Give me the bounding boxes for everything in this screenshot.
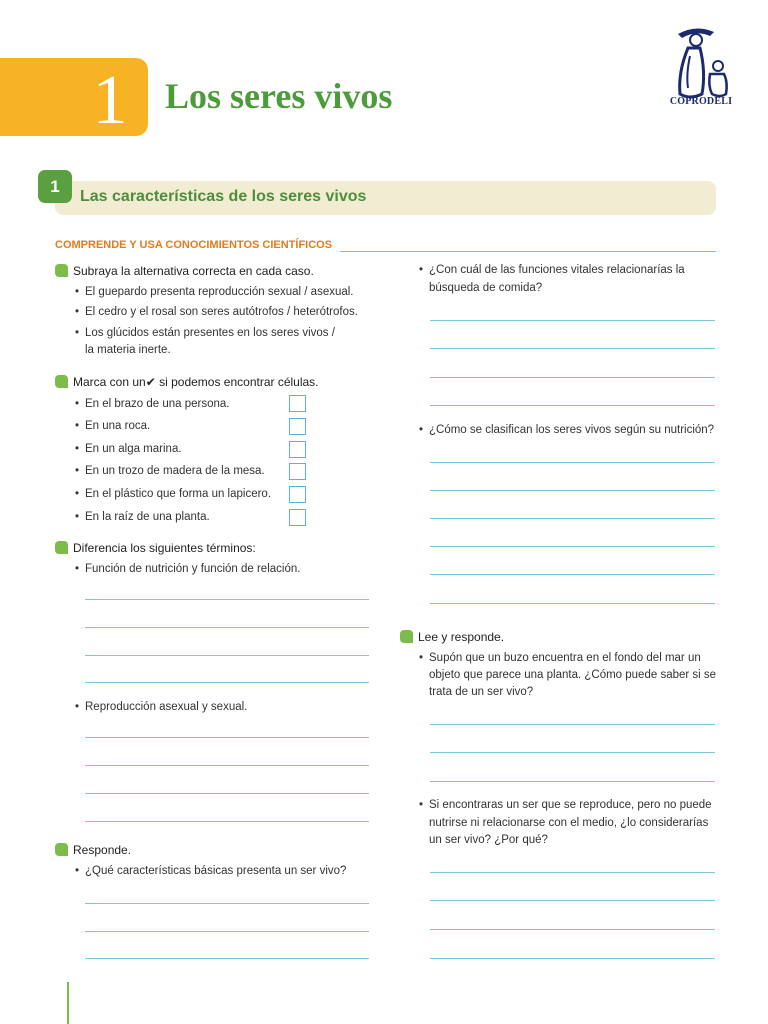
list-item: • ¿Con cuál de las funciones vitales relacionarías la (419, 264, 685, 276)
list-item: • El guepardo presenta reproducción sexual / asexual. (75, 286, 354, 298)
list-item: • Reproducción asexual y sexual. (75, 701, 248, 713)
question-bullet-icon (55, 375, 68, 388)
checkbox[interactable] (289, 509, 306, 526)
list-item-continuation: un ser vivo? ¿Por qué? (429, 834, 548, 846)
answer-line[interactable] (430, 752, 715, 753)
answer-line[interactable] (430, 320, 715, 321)
list-item: • ¿Qué características básicas presenta un ser vivo? (75, 865, 347, 877)
answer-line[interactable] (85, 903, 369, 904)
question-1-heading (55, 264, 314, 278)
answer-line[interactable] (430, 405, 715, 406)
chapter-number: 1 (92, 62, 128, 139)
answer-line[interactable] (430, 377, 715, 378)
answer-line[interactable] (430, 462, 715, 463)
answer-line[interactable] (430, 518, 715, 519)
answer-line[interactable] (430, 958, 715, 959)
list-item: • ¿Cómo se clasifican los seres vivos según su nutrición? (419, 424, 715, 436)
answer-line[interactable] (85, 793, 369, 794)
answer-line[interactable] (430, 781, 715, 782)
list-item: • En la raíz de una planta. (75, 511, 210, 523)
answer-line[interactable] (430, 929, 715, 930)
answer-line[interactable] (85, 958, 369, 959)
answer-line[interactable] (85, 599, 369, 600)
list-item-continuation: la materia inerte. (85, 344, 171, 356)
answer-line[interactable] (430, 872, 715, 873)
section-number: 1 (38, 170, 72, 203)
answer-line[interactable] (85, 627, 369, 628)
chapter-title: Los seres vivos (165, 76, 393, 116)
answer-line[interactable] (85, 737, 369, 738)
answer-line[interactable] (85, 821, 369, 822)
list-item: • En un alga marina. (75, 443, 182, 455)
checkbox[interactable] (289, 486, 306, 503)
checkbox[interactable] (289, 418, 306, 435)
answer-line[interactable] (430, 348, 715, 349)
answer-line[interactable] (430, 724, 715, 725)
list-item: • En un trozo de madera de la mesa. (75, 465, 265, 477)
list-item: • En el brazo de una persona. (75, 398, 230, 410)
list-item: • En una roca. (75, 420, 151, 432)
list-item: • Si encontraras un ser que se reproduce, pero no puede (419, 799, 712, 811)
answer-line[interactable] (85, 682, 369, 683)
list-item: • El cedro y el rosal son seres autótrofos / heterótrofos. (75, 306, 358, 318)
question-bullet-icon (55, 843, 68, 856)
logo-text: COPRODELI (669, 96, 733, 107)
answer-line[interactable] (430, 546, 715, 547)
question-bullet-icon (55, 264, 68, 277)
section-title: Las características de los seres vivos (80, 188, 367, 205)
skills-title: COMPRENDE Y USA CONOCIMIENTOS CIENTÍFICOS (55, 239, 333, 251)
question-4-heading: Responde. (55, 843, 131, 857)
answer-line[interactable] (430, 900, 715, 901)
list-item-continuation: trata de un ser vivo? (429, 686, 534, 698)
question-1-prompt: Subraya la alternativa correcta en cada caso. (73, 264, 314, 278)
list-item-continuation: búsqueda de comida? (429, 282, 543, 294)
answer-line[interactable] (85, 931, 369, 932)
list-item: • Función de nutrición y función de relación. (75, 563, 301, 575)
checkmark-icon: ✔ (145, 375, 156, 389)
question-3-heading: Diferencia los siguientes términos: (55, 541, 256, 555)
question-bullet-icon (55, 541, 68, 554)
answer-line[interactable] (85, 765, 369, 766)
list-item: • Supón que un buzo encuentra en el fondo del mar un (419, 652, 701, 664)
question-5-heading: Lee y responde. (400, 630, 504, 644)
answer-line[interactable] (430, 603, 715, 604)
list-item: • Los glúcidos están presentes en los seres vivos / (75, 327, 335, 339)
checkbox[interactable] (289, 441, 306, 458)
list-item-continuation: objeto que parece una planta. ¿Cómo puede saber si se (429, 669, 717, 681)
list-item: • En el plástico que forma un lapicero. (75, 488, 272, 500)
margin-rule (67, 982, 69, 1024)
answer-line[interactable] (85, 655, 369, 656)
checkbox[interactable] (289, 463, 306, 480)
answer-line[interactable] (430, 574, 715, 575)
question-bullet-icon (400, 630, 413, 643)
list-item-continuation: nutrirse ni relacionarse con el medio, ¿lo considerarías (429, 817, 709, 829)
answer-line[interactable] (430, 490, 715, 491)
checkbox[interactable] (289, 395, 306, 412)
skills-underline (340, 251, 716, 252)
question-2-heading: Marca con un✔ si podemos encontrar células. (55, 375, 319, 389)
